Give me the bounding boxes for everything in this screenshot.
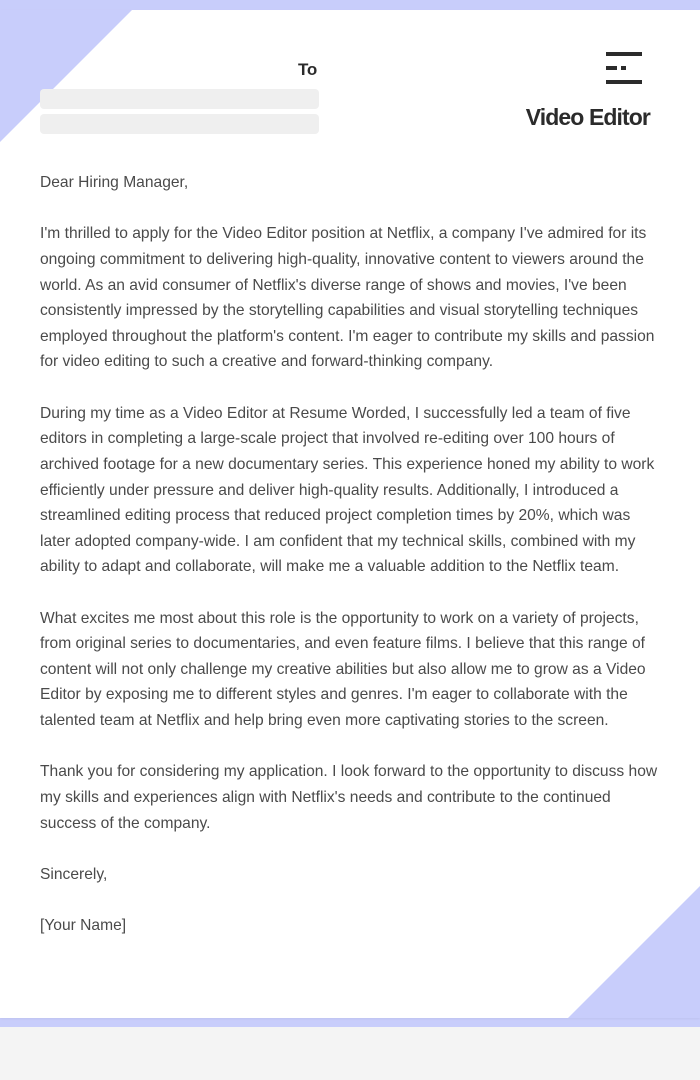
letter-body — [40, 170, 662, 939]
video-editor-logo-icon — [606, 52, 642, 84]
paragraph-3: What excites me most about this role is the opportunity to work on a variety of projects, from original series to documentaries, and even feature films. I believe that this range of content will not only challenge my creative abilities but also allow me to grow as a Video Editor by exposing me to different styles and genres. I'm eager to collaborate with the talented team at Netflix and help bring even more captivating stories to the screen. — [40, 609, 646, 730]
paragraph-2: During my time as a Video Editor at Resume Worded, I successfully led a team of five editors in completing a large-scale project that involved re-editing over 100 hours of archived footage for a new documentary series. This experience honed my ability to work efficiently under pressure and deliver high-quality results. Additionally, I introduced a streamlined editing process that reduced project completion times by 20%, which was later adopted company-wide. I am confident that my technical skills, combined with my ability to adapt and collaborate, will make me a valuable addition to the Netflix team. — [40, 404, 655, 576]
letter-sheet — [0, 10, 700, 1018]
recipient-placeholder-line-1 — [40, 89, 319, 109]
closing: Sincerely, — [40, 866, 108, 884]
paragraph-4: Thank you for considering my application. I look forward to the opportunity to discuss how my skills and experiences align with Netflix's needs and contribute to the continued success of the company. — [40, 763, 658, 832]
recipient-label: To — [298, 60, 318, 79]
job-title: Video Editor — [525, 104, 650, 130]
signature: [Your Name] — [40, 917, 127, 935]
paragraph-1: I'm thrilled to apply for the Video Editor position at Netflix, a company I've admired for its ongoing commitment to delivering high-quality, innovative content to viewers around the world. As an avid consumer of Netflix's diverse range of shows and movies, I've been consistently impressed by the storytelling capabilities and visual storytelling techniques employed throughout the platform's content. I'm eager to contribute my skills and passion for video editing to such a creative and forward-thinking company. — [40, 225, 655, 371]
recipient-placeholder-line-2 — [40, 114, 319, 134]
greeting: Dear Hiring Manager, — [40, 174, 189, 191]
